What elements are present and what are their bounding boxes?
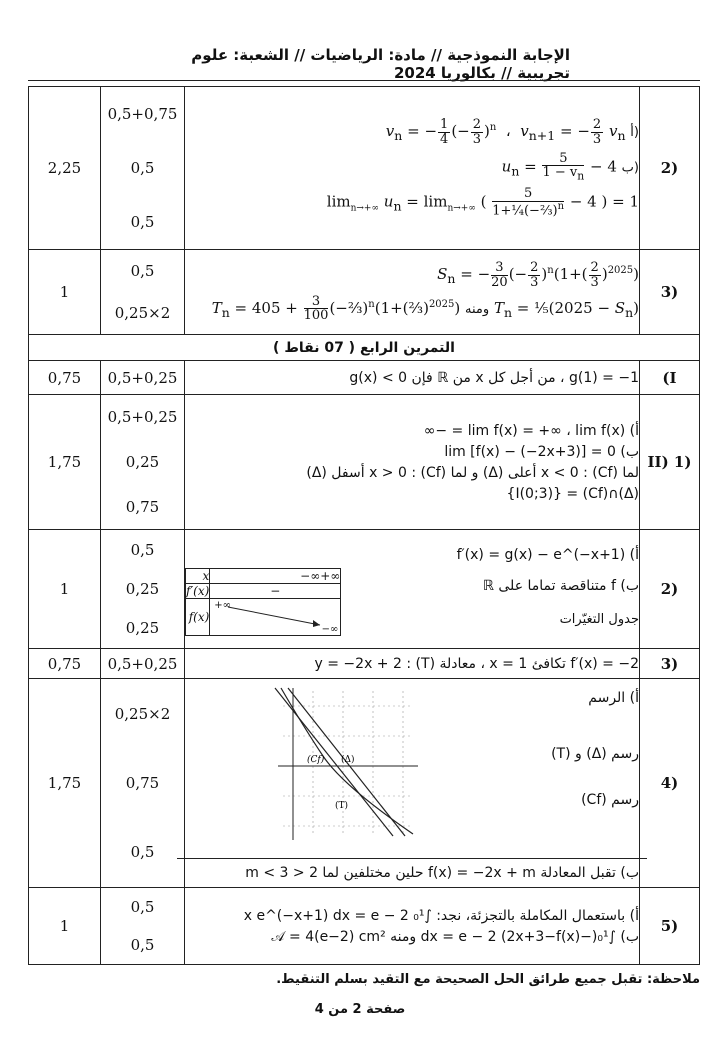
answer-line: لما x < 0 : (Cf) أعلى (Δ) و لما x > 0 : (Cf) أسفل (Δ) [306, 464, 639, 481]
page-number: صفحة 2 من 4 [314, 1002, 406, 1017]
row-total: 2,25 [29, 87, 101, 250]
table-row [29, 250, 700, 335]
answer-line: رسم (Δ) و (T) [551, 745, 639, 762]
table-row [29, 87, 700, 250]
answer-table [28, 86, 700, 965]
table-row [29, 530, 700, 649]
grade: 0,5 [130, 936, 155, 954]
answer-line: أ) باستعمال المكاملة بالتجزئة، نجد: ∫₀¹ x e^(−x+1) dx = e − 2 [243, 907, 639, 924]
answer-line: (Δ)∩(Cf) = {I(0;3)} [506, 485, 639, 502]
row-number: (5 [640, 888, 700, 965]
table-row [29, 395, 700, 530]
t-label: (T) [335, 800, 349, 811]
grade: 0,25×2 [114, 704, 171, 723]
grade: 0,5 [130, 213, 155, 231]
table-label: جدول التغيّرات [559, 611, 639, 627]
grade: 0,5+0,25 [107, 408, 178, 427]
row-content [185, 361, 640, 395]
row-content [185, 250, 640, 335]
table-row [29, 888, 700, 965]
grade: 0,25 [125, 452, 160, 471]
row-content [185, 888, 640, 965]
answer-line: ب) lim [f(x) − (−2x+3)] = 0 [444, 443, 639, 460]
row-number: I) [640, 361, 700, 395]
row-number: (4 [640, 679, 700, 888]
row-number: (2 [640, 87, 700, 250]
exercise-title: التمرين الرابع ( 07 نقاط ) [29, 335, 700, 361]
answer-line: ب) تقبل المعادلة f(x) = −2x + m حلين مختلفين لما 2 < m < 3 [245, 864, 639, 881]
answer-line: g(1) = −1 ، من أجل كل x من ℝ فإن g(x) < 0 [349, 369, 639, 386]
row-number: (1 (II [640, 395, 700, 530]
answer-line: رسم (Cf) [581, 791, 639, 808]
delta-label: (Δ) [341, 754, 355, 765]
grade: 0,5+0,25 [101, 649, 185, 679]
answer-line: $v_n$ = − $\frac{1}{4}$ (− $\frac{2}{3}$ )$^n$ ، $v_{n+1}$ = − $\frac{2}{3}$ $v_n$ أ) [385, 117, 639, 147]
row-content [185, 679, 640, 888]
row-total: 1 [29, 888, 101, 965]
answer-line: أ) الرسم [588, 689, 639, 706]
grade: 0,5 [130, 540, 155, 559]
table-row [29, 335, 700, 361]
row-total: 0,75 [29, 649, 101, 679]
answer-line: $T_n = 405$ + $\frac{3}{100}$ (−⅔)$^n$(1+(⅔)$^{2025}$) ومنه $T_n$ = ⅕(2025 − $S_n$) [211, 293, 639, 324]
row-total: 1 [29, 530, 101, 649]
row-total: 1,75 [29, 395, 101, 530]
variation-table: x −∞ +∞ f′(x) − f(x) +∞ −∞ [186, 569, 341, 635]
row-content [185, 530, 640, 649]
row-content [185, 649, 640, 679]
answer-line: ب) ∫₀¹(−2x+3−f(x)) dx = e − 2 ومنه 𝒜 = 4(e−2) cm² [271, 928, 639, 945]
row-content [185, 395, 640, 530]
table-row [29, 361, 700, 395]
cf-label: (Cf) [307, 754, 325, 765]
answer-line: ب) f متناقصة تماما على ℝ [482, 577, 639, 594]
grade: 0,5 [130, 843, 155, 862]
table-row [29, 649, 700, 679]
row-number: (2 [640, 530, 700, 649]
grade: 0,75 [125, 773, 160, 792]
header-divider [28, 80, 700, 81]
grade: 0,5 [130, 262, 155, 280]
curve-graph [273, 686, 423, 842]
answer-line: أ) f′(x) = g(x) − e^(−x+1) [456, 547, 639, 563]
grade: 0,5 [130, 159, 155, 177]
answer-line: $S_n$ = − $\frac{3}{20}$ (− $\frac{2}{3}$ )$^n$(1+( $\frac{2}{3}$ )$^{2025}$) [437, 260, 639, 290]
row-content [185, 87, 640, 250]
row-number: (3 [640, 649, 700, 679]
grade: 0,5+0,75 [107, 105, 178, 123]
grade: 0,25 [125, 619, 160, 638]
footer-note: ملاحظة: تقبل جميع طرائق الحل الصحيحة مع التقيد بسلم التنقيط. [276, 972, 700, 987]
grade: 0,25×2 [114, 304, 171, 322]
grade: 0,75 [125, 497, 160, 516]
row-total: 0,75 [29, 361, 101, 395]
answer-line: f′(x) = −2 تكافئ x = 1 ، معادلة (T) : y = −2x + 2 [314, 655, 639, 672]
answer-line: أ) lim f(x) = +∞ ، lim f(x) = −∞ [423, 422, 639, 439]
table-row [29, 679, 700, 888]
row-total: 1 [29, 250, 101, 335]
page-header: الإجابة النموذجية // مادة: الرياضيات // الشعبة: علوم تجريبية // بكالوريا 2024 [191, 46, 570, 82]
grade: 0,5+0,25 [101, 361, 185, 395]
answer-line: $\lim_{n\to+\infty} u_n = \lim_{n\to+\infty}$ ( $\frac{5}{1+\frac{1}{4}(-\frac{2}{3})^n}$ − 4 ) = 1 [326, 186, 639, 219]
grade: 0,5 [130, 898, 155, 916]
row-total: 1,75 [29, 679, 101, 888]
grade: 0,25 [125, 579, 160, 598]
answer-line: $u_n$ = $\frac{5}{1 - v_n}$ − 4 ب) [501, 150, 639, 183]
row-number: (3 [640, 250, 700, 335]
